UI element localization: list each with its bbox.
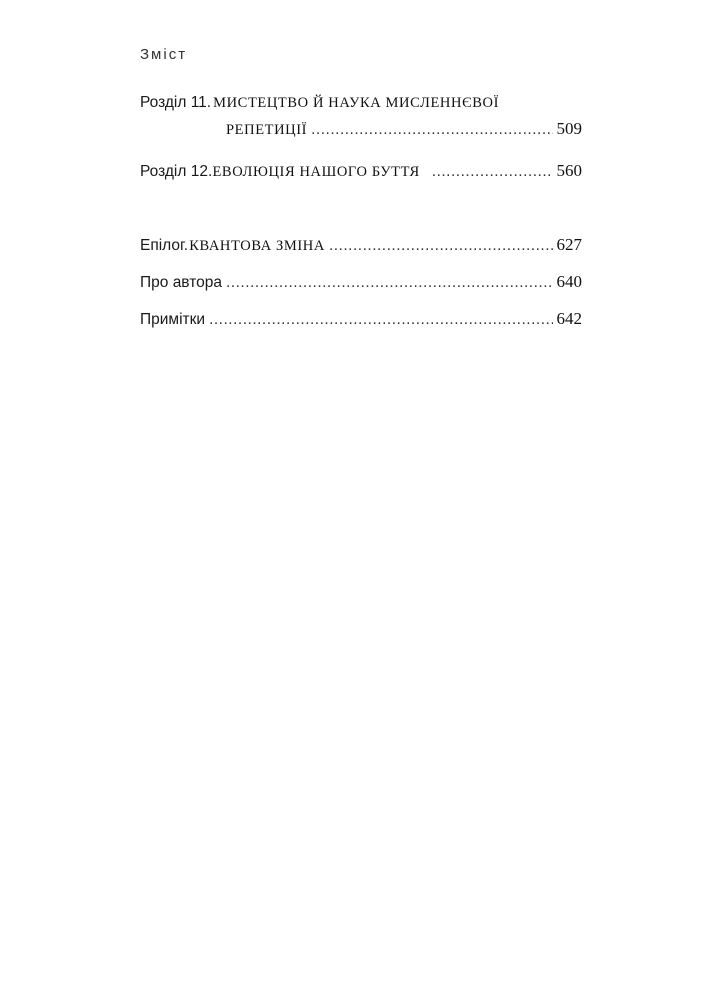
chapter-title: МИСТЕЦТВО Й НАУКА МИСЛЕННЄВОЇ	[213, 95, 500, 111]
toc-entry-notes[interactable]	[140, 306, 582, 333]
toc-entry-about-author[interactable]	[140, 269, 582, 296]
chapter-title-continued: РЕПЕТИЦІЇ	[226, 122, 308, 138]
page-number: 509	[556, 119, 582, 138]
epilogue-title: КВАНТОВА ЗМІНА	[189, 238, 325, 254]
page-number: 560	[556, 161, 582, 180]
toc-entry-line	[140, 306, 582, 333]
toc-entry-line	[140, 232, 582, 259]
toc-entry-line	[140, 116, 582, 143]
chapter-label: Розділ 12.	[140, 163, 213, 180]
epilogue-label: Епілог.	[140, 237, 189, 254]
dot-leader	[209, 307, 552, 333]
page-number: 642	[556, 309, 582, 328]
dot-leader	[311, 117, 552, 143]
chapter-title: ЕВОЛЮЦІЯ НАШОГО БУТТЯ	[212, 164, 420, 180]
dot-leader	[329, 233, 553, 259]
running-head: Зміст	[140, 46, 188, 63]
about-author-title: Про автора	[140, 274, 222, 291]
chapter-label: Розділ 11.	[140, 94, 212, 111]
toc-entry-line	[140, 90, 582, 116]
toc-entry-line	[140, 269, 582, 296]
toc-entry-chapter-11[interactable]	[140, 90, 582, 143]
page-number: 640	[556, 272, 582, 291]
page-number: 627	[556, 235, 582, 254]
toc-entry-epilogue[interactable]	[140, 232, 582, 259]
notes-title: Примітки	[140, 311, 206, 328]
dot-leader	[432, 159, 553, 185]
toc-entry-line	[140, 158, 582, 185]
toc-entry-chapter-12[interactable]	[140, 158, 582, 185]
table-of-contents	[140, 90, 582, 333]
dot-leader	[226, 270, 553, 296]
